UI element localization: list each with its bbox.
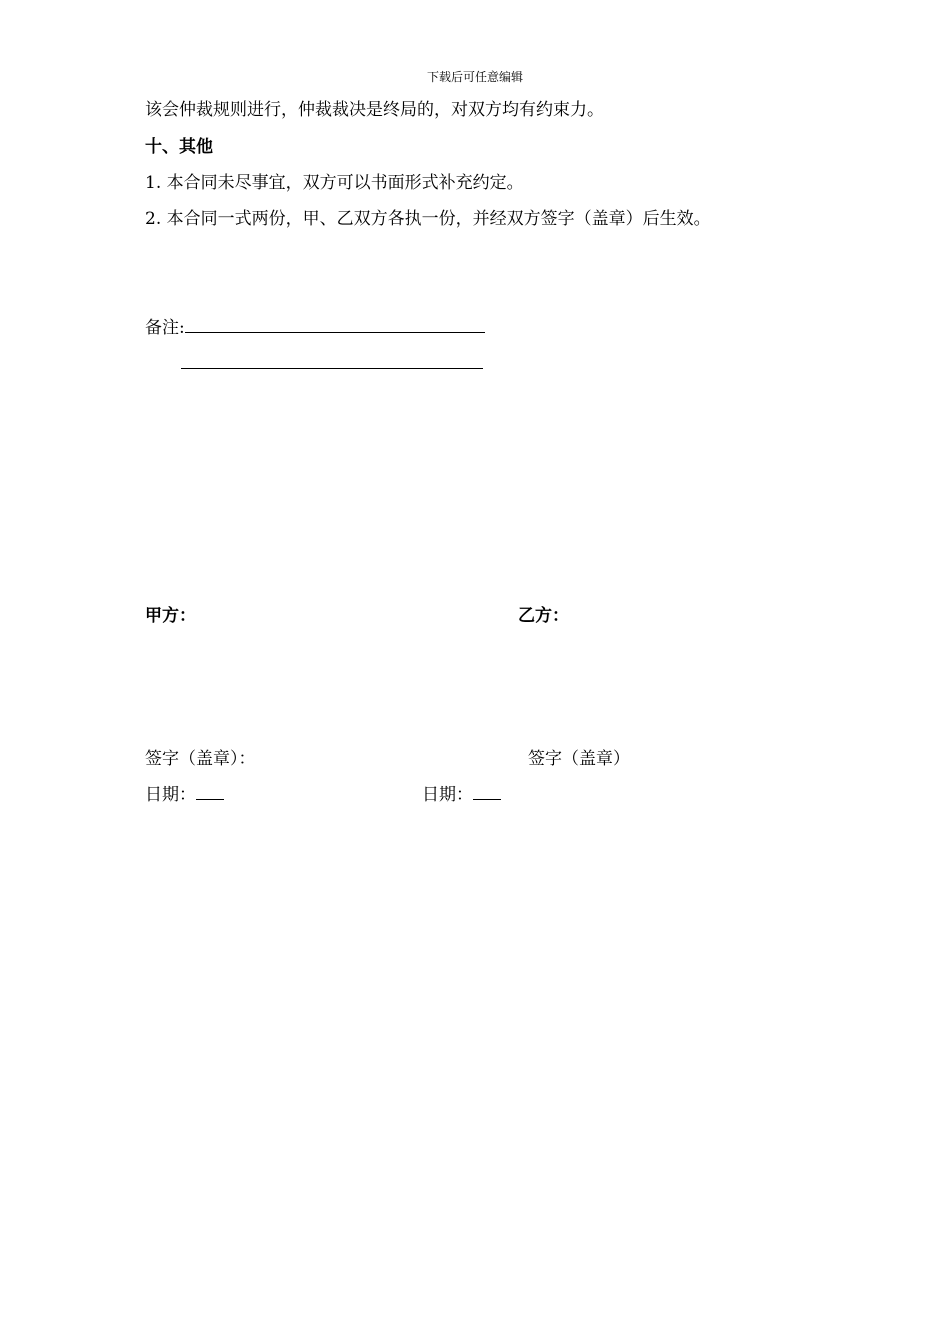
party-b-label: 乙方：	[518, 606, 569, 626]
header-watermark: 下载后可任意编辑	[426, 70, 523, 84]
party-b-date-label: 日期：	[422, 785, 473, 805]
remarks-label: 备注:	[145, 318, 185, 338]
party-b-signature-label: 签字（盖章）	[528, 749, 630, 769]
remarks-line-2[interactable]	[181, 352, 483, 369]
remarks-row	[145, 313, 485, 338]
remarks-line-1[interactable]	[185, 316, 485, 333]
clause-1: 1. 本合同未尽事宜，双方可以书面形式补充约定。	[145, 173, 524, 193]
arbitration-line: 该会仲裁规则进行，仲裁裁决是终局的，对双方均有约束力。	[145, 100, 604, 120]
party-a-date-field[interactable]	[196, 783, 224, 800]
party-a-signature-label: 签字（盖章）：	[145, 749, 256, 769]
section-title: 十、其他	[145, 137, 213, 157]
party-b-date-row	[422, 780, 501, 805]
clause-2: 2. 本合同一式两份，甲、乙双方各执一份，并经双方签字（盖章）后生效。	[145, 209, 711, 229]
party-a-label: 甲方：	[145, 606, 196, 626]
party-a-date-row	[145, 780, 224, 805]
party-b-date-field[interactable]	[473, 783, 501, 800]
party-a-date-label: 日期：	[145, 785, 196, 805]
